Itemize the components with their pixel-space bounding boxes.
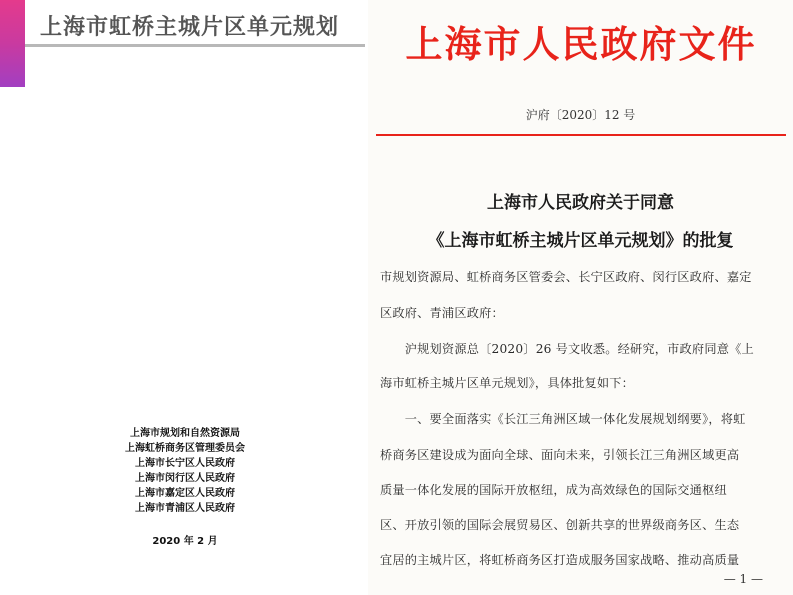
- organization-item: 上海市青浦区人民政府: [135, 503, 235, 514]
- organization-item: 上海市长宁区人民政府: [135, 458, 235, 469]
- body-line: 质量一体化发展的国际开放枢纽，成为高效绿色的国际交通枢纽: [380, 483, 727, 497]
- body-line: 市规划资源局、虹桥商务区管委会、长宁区政府、闵行区政府、嘉定: [380, 270, 752, 284]
- publication-date: 2020 年 2 月: [152, 536, 218, 547]
- document-title-line-2: 《上海市虹桥主城片区单元规划》的批复: [427, 231, 734, 251]
- body-line: 一、要全面落实《长江三角洲区域一体化发展规划纲要》，将虹: [380, 412, 746, 426]
- page-number: — 1 —: [723, 572, 763, 586]
- body-line: 海市虹桥主城片区单元规划》，具体批复如下：: [380, 376, 635, 390]
- slide-title: 上海市虹桥主城片区单元规划: [40, 15, 340, 40]
- body-line: 桥商务区建设成为面向全球、面向未来，引领长江三角洲区域更高: [380, 448, 740, 462]
- document-scan: [368, 0, 793, 595]
- document-number: 沪府〔2020〕12 号: [525, 108, 636, 122]
- body-line: 区、开放引领的国际会展贸易区、创新共享的世界级商务区、生态: [380, 518, 740, 532]
- body-line: 沪规划资源总〔2020〕26 号文收悉。经研究，市政府同意《上: [380, 342, 754, 356]
- document-header: 上海市人民政府文件: [405, 22, 757, 66]
- body-line: 区政府、青浦区政府：: [380, 306, 504, 320]
- organization-item: 上海虹桥商务区管理委员会: [125, 443, 245, 454]
- body-line: 宜居的主城片区，将虹桥商务区打造成服务国家战略、推动高质量: [380, 553, 740, 567]
- red-divider: [376, 134, 786, 136]
- accent-bar: [0, 0, 25, 87]
- document-title-line-1: 上海市人民政府关于同意: [487, 193, 674, 213]
- organization-list: [80, 426, 290, 516]
- title-underline: [25, 44, 365, 47]
- organization-item: 上海市嘉定区人民政府: [135, 488, 235, 499]
- organization-item: 上海市规划和自然资源局: [130, 428, 240, 439]
- organization-item: 上海市闵行区人民政府: [135, 473, 235, 484]
